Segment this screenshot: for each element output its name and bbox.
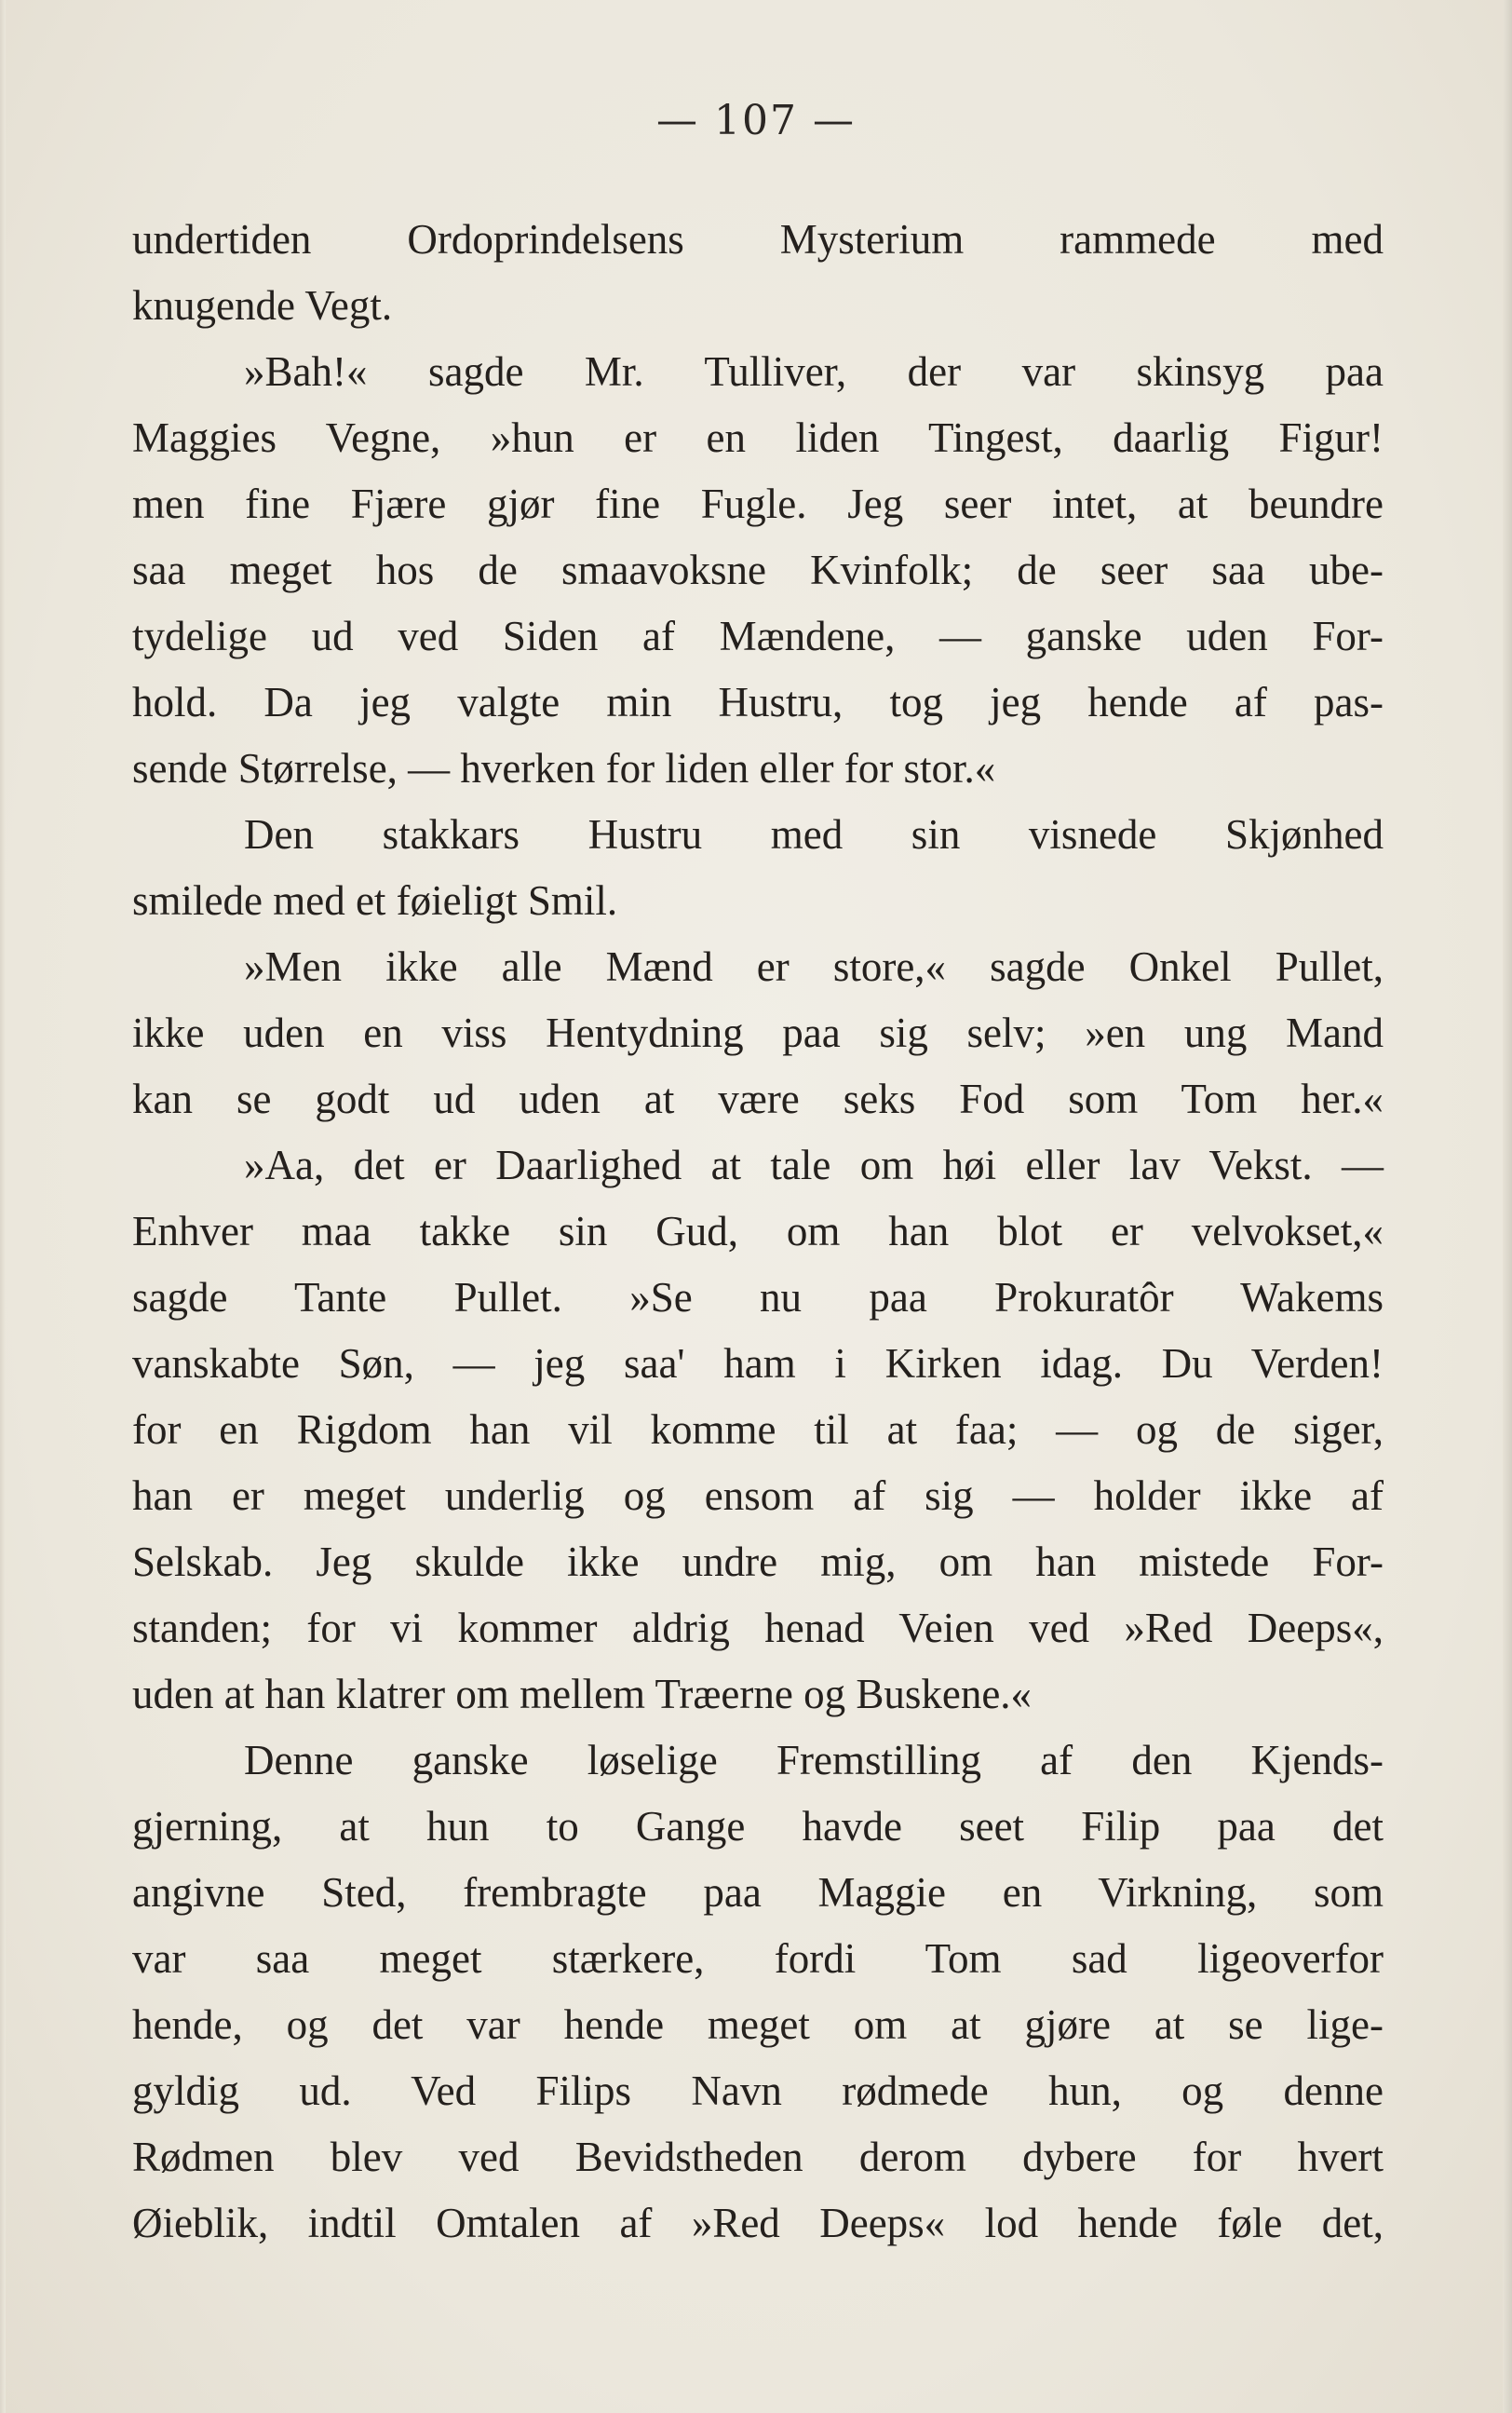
text-line: han er meget underlig og ensom af sig — holder ikke af <box>132 1472 1384 1519</box>
text-line: ikke uden en viss Hentydning paa sig selv; »en ung Mand <box>132 1010 1384 1056</box>
text-line: gjerning, at hun to Gange havde seet Filip paa det <box>132 1803 1384 1850</box>
text-line: Enhver maa takke sin Gud, om han blot er velvokset,« <box>132 1208 1384 1254</box>
text-line: tydelige ud ved Siden af Mændene, — ganske uden For- <box>132 613 1384 659</box>
text-line: gyldig ud. Ved Filips Navn rødmede hun, og denne <box>132 2067 1384 2114</box>
text-line: sende Størrelse, — hverken for liden eller for stor.« <box>132 745 996 792</box>
text-line: vanskabte Søn, — jeg saa' ham i Kirken idag. Du Verden! <box>132 1340 1384 1387</box>
text-line: sagde Tante Pullet. »Se nu paa Prokuratôr Wakems <box>132 1274 1384 1321</box>
text-line: angivne Sted, frembragte paa Maggie en Virkning, som <box>132 1869 1384 1916</box>
text-line: men fine Fjære gjør fine Fugle. Jeg seer intet, at beundre <box>132 481 1384 527</box>
text-line: Maggies Vegne, »hun er en liden Tingest, daarlig Figur! <box>132 414 1384 461</box>
text-line: hold. Da jeg valgte min Hustru, tog jeg hende af pas- <box>132 679 1384 725</box>
text-line: var saa meget stærkere, fordi Tom sad ligeoverfor <box>132 1935 1384 1982</box>
text-line: knugende Vegt. <box>132 282 393 329</box>
text-line: Den stakkars Hustru med sin visnede Skjønhed <box>244 811 1384 858</box>
text-line: kan se godt ud uden at være seks Fod som Tom her.« <box>132 1076 1384 1122</box>
body-text <box>132 207 1384 2257</box>
text-line: »Aa, det er Daarlighed at tale om høi eller lav Vekst. — <box>244 1142 1384 1188</box>
page-edge-left <box>0 0 6 2413</box>
text-line: Øieblik, indtil Omtalen af »Red Deeps« lod hende føle det, <box>132 2200 1384 2246</box>
text-line: hende, og det var hende meget om at gjøre at se lige- <box>132 2001 1384 2048</box>
page-edge-right <box>1503 0 1512 2413</box>
text-line: undertiden Ordoprindelsens Mysterium rammede med <box>132 216 1384 263</box>
text-line: Selskab. Jeg skulde ikke undre mig, om han mistede For- <box>132 1539 1384 1585</box>
text-line: Denne ganske løselige Fremstilling af den Kjends- <box>244 1737 1384 1783</box>
text-line: Rødmen blev ved Bevidstheden derom dybere for hvert <box>132 2134 1384 2180</box>
text-line: for en Rigdom han vil komme til at faa; — og de siger, <box>132 1406 1384 1453</box>
text-line: saa meget hos de smaavoksne Kvinfolk; de seer saa ube- <box>132 547 1384 593</box>
text-line: »Men ikke alle Mænd er store,« sagde Onkel Pullet, <box>244 943 1384 990</box>
page-number: — 107 — <box>656 97 856 144</box>
text-line: uden at han klatrer om mellem Træerne og Buskene.« <box>132 1671 1033 1717</box>
text-line: smilede med et føieligt Smil. <box>132 877 618 924</box>
text-line: standen; for vi kommer aldrig henad Veien ved »Red Deeps«, <box>132 1605 1384 1651</box>
text-line: »Bah!« sagde Mr. Tulliver, der var skinsyg paa <box>244 348 1384 395</box>
